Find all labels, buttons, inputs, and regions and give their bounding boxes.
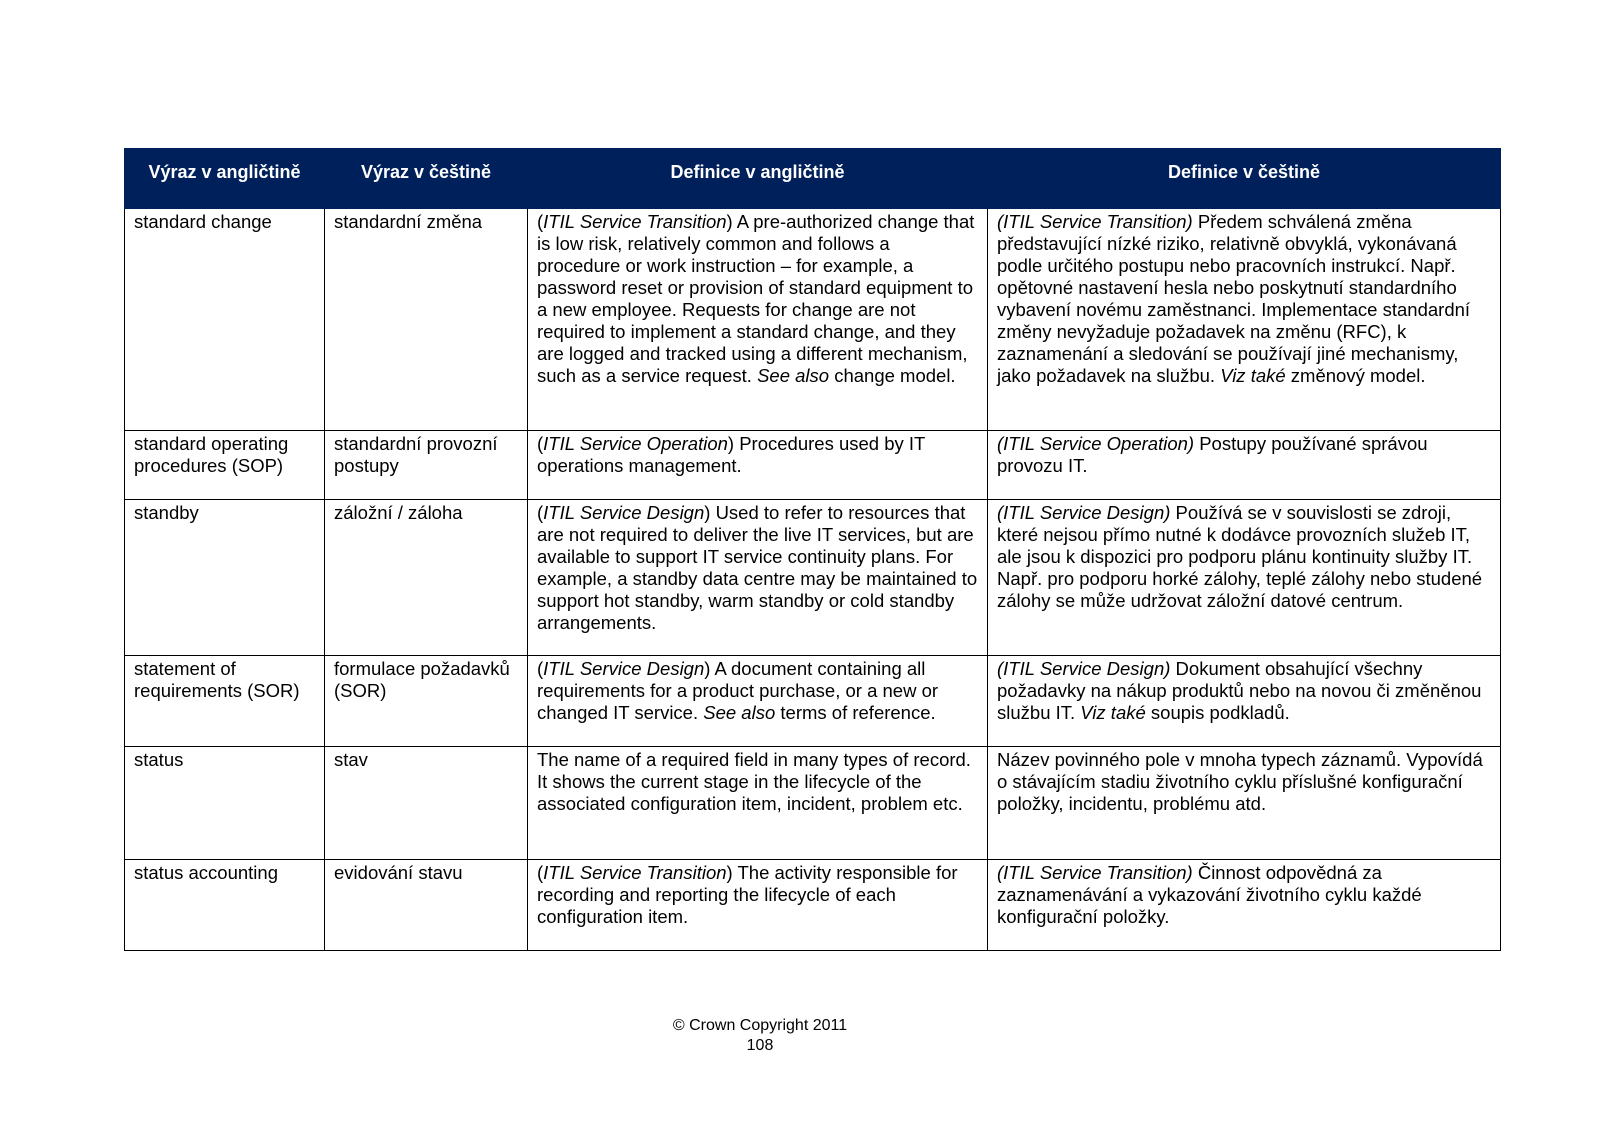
definition-cs: (ITIL Service Operation) Postupy používané správou provozu IT.: [988, 431, 1501, 500]
definition-cs: (ITIL Service Transition) Předem schválená změna představující nízké riziko, relativně obvyklá, vykonávaná podle určitého postupu nebo pracovních instrukcí. Např. opětovné nastavení hesla nebo poskytnutí standardního vybavení novému zaměstnanci. Implementace standardní změny nevyžaduje požadavek na změnu (RFC), k zaznamenání a sledování se používají jiné mechanismy, jako požadavek na službu. Viz také změnový model.: [988, 209, 1501, 431]
table-row: [125, 860, 1501, 951]
term-cs: záložní / záloha: [325, 500, 528, 656]
definition-en: (ITIL Service Operation) Procedures used by IT operations management.: [528, 431, 988, 500]
definition-en: (ITIL Service Design) A document containing all requirements for a product purchase, or a new or changed IT service. See also terms of reference.: [528, 656, 988, 747]
term-en: statement of requirements (SOR): [125, 656, 325, 747]
term-en: standard operating procedures (SOP): [125, 431, 325, 500]
table-header-row: [125, 149, 1501, 209]
header-term-en: Výraz v angličtině: [125, 149, 325, 209]
table-row: [125, 500, 1501, 656]
definition-cs: (ITIL Service Transition) Činnost odpovědná za zaznamenávání a vykazování životního cyklu každé konfigurační položky.: [988, 860, 1501, 951]
term-en: status: [125, 747, 325, 860]
term-en: standby: [125, 500, 325, 656]
header-definition-cs: Definice v češtině: [988, 149, 1501, 209]
term-cs: stav: [325, 747, 528, 860]
glossary-table: [124, 148, 1501, 951]
copyright-notice: © Crown Copyright 2011: [672, 1017, 848, 1034]
table-row: [125, 431, 1501, 500]
definition-en: (ITIL Service Transition) The activity responsible for recording and reporting the lifecycle of each configuration item.: [528, 860, 988, 951]
term-cs: evidování stavu: [325, 860, 528, 951]
definition-cs: (ITIL Service Design) Dokument obsahující všechny požadavky na nákup produktů nebo na novou či změněnou službu IT. Viz také soupis podkladů.: [988, 656, 1501, 747]
definition-en: (ITIL Service Transition) A pre-authorized change that is low risk, relatively common and follows a procedure or work instruction – for example, a password reset or provision of standard equipment to a new employee. Requests for change are not required to implement a standard change, and they are logged and tracked using a different mechanism, such as a service request. See also change model.: [528, 209, 988, 431]
term-en: status accounting: [125, 860, 325, 951]
definition-en: (ITIL Service Design) Used to refer to resources that are not required to deliver the live IT services, but are available to support IT service continuity plans. For example, a standby data centre may be maintained to support hot standby, warm standby or cold standby arrangements.: [528, 500, 988, 656]
definition-cs: Název povinného pole v mnoha typech záznamů. Vypovídá o stávajícím stadiu životního cyklu příslušné konfigurační položky, incidentu, problému atd.: [988, 747, 1501, 860]
term-en: standard change: [125, 209, 325, 431]
term-cs: standardní změna: [325, 209, 528, 431]
table-row: [125, 747, 1501, 860]
header-definition-en: Definice v angličtině: [528, 149, 988, 209]
term-cs: standardní provozní postupy: [325, 431, 528, 500]
header-term-cs: Výraz v češtině: [325, 149, 528, 209]
table-row: [125, 209, 1501, 431]
definition-cs: (ITIL Service Design) Používá se v souvislosti se zdroji, které nejsou přímo nutné k dodávce provozních služeb IT, ale jsou k dispozici pro podporu plánu kontinuity služby IT. Např. pro podporu horké zálohy, teplé zálohy nebo studené zálohy se může udržovat záložní datové centrum.: [988, 500, 1501, 656]
table-row: [125, 656, 1501, 747]
definition-en: The name of a required field in many types of record. It shows the current stage in the lifecycle of the associated configuration item, incident, problem etc.: [528, 747, 988, 860]
page-number: 108: [746, 1037, 774, 1054]
term-cs: formulace požadavků (SOR): [325, 656, 528, 747]
